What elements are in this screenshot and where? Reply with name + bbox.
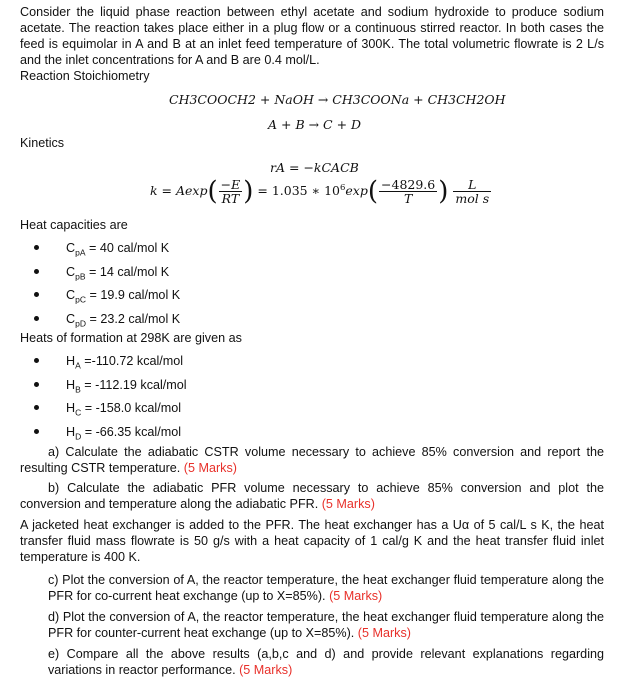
rate-constant-equation: k = Aexp( $\frac{-E}{RT}$ ) = 1.035 ∗ $10^6\exp$( $\frac{-4829.6}{T}$ ) $\frac{L}{\text{mol s}}$ (150, 176, 490, 207)
stoichiometry-heading: Reaction Stoichiometry (20, 69, 150, 83)
stoichiometry-equation (169, 92, 506, 107)
question-e: e) Compare all the above results (a,b,c and d) and provide relevant explanations regarding variations in reactor performance. (5 Marks) (48, 647, 604, 677)
intro-paragraph: Consider the liquid phase reaction between ethyl acetate and sodium hydroxide to produce sodium acetate. The reaction takes place either in a plug flow or a continuous stirred reactor. In both cases the feed is equimolar in A and B at an inlet feed temperature of 300K. The total volumetric flowrate is 2 L/s and the inlet concentrations for A and B are 0.4 mol/L. (20, 5, 604, 67)
marks-badge: (5 Marks) (183, 461, 237, 475)
kinetics-heading: Kinetics (20, 136, 65, 150)
marks-badge: (5 Marks) (357, 626, 411, 640)
heat-capacities-heading: Heat capacities are (20, 218, 128, 232)
marks-badge: (5 Marks) (329, 589, 383, 603)
stoichiometry-equation-text: CH3COOCH2 + NaOH → CH3COONa + CH3CH2OH (169, 92, 506, 107)
heats-of-formation-heading: Heats of formation at 298K are given as (20, 331, 242, 345)
rate-lhs: rA (270, 160, 286, 175)
list-item: $C_{pB} = 14$ cal/mol K (34, 264, 180, 288)
heat-capacities-list (34, 240, 180, 334)
rate-rhs: = −kCACB (289, 160, 359, 175)
k-exponent: 6 (339, 182, 346, 193)
marks-badge: (5 Marks) (321, 497, 375, 511)
list-item: $C_{pC} = 19.9$ cal/mol K (34, 287, 180, 311)
k-exp-word: exp (345, 183, 368, 198)
units-fraction: $\frac{L}{\text{mol s}}$ (455, 177, 490, 206)
fraction-e-rt: $\frac{-E}{RT}$ (220, 177, 241, 206)
list-item: $C_{pD} = 23.2$ cal/mol K (34, 311, 180, 335)
list-item: $C_{pA} = 40$ cal/mol K (34, 240, 180, 264)
question-a: a) Calculate the adiabatic CSTR volume necessary to achieve 85% conversion and report the resulting CSTR temperature. (5 Marks) (20, 445, 604, 475)
question-b: b) Calculate the adiabatic PFR volume necessary to achieve 85% conversion and plot the conversion and temperature along the adiabatic PFR. (5 Marks) (20, 481, 604, 511)
list-item: $H_A =-110.72$ kcal/mol (34, 353, 187, 377)
k-lhs: k = Aexp (150, 183, 208, 198)
simple-reaction: A + B → C + D (268, 117, 362, 132)
k-value: = 1.035 ∗ 10 (257, 183, 340, 198)
list-item: $H_B = -112.19$ kcal/mol (34, 377, 187, 401)
list-item: $H_C = -158.0$ kcal/mol (34, 400, 187, 424)
jacket-paragraph: A jacketed heat exchanger is added to the PFR. The heat exchanger has a Uα of 5 cal/L s K, the heat transfer fluid mass flowrate is 50 g/s with a heat capacity of 1 cal/g K and the heat transfer fluid inlet temperature is 400 K. (20, 518, 604, 564)
marks-badge: (5 Marks) (239, 663, 293, 677)
question-d: d) Plot the conversion of A, the reactor temperature, the heat exchanger fluid temperature along the PFR for counter-current heat exchange (up to X=85%). (5 Marks) (48, 610, 604, 640)
heats-of-formation-list (34, 353, 187, 447)
list-item: $H_D = -66.35$ kcal/mol (34, 424, 187, 448)
rate-law (270, 160, 359, 175)
fraction-4829: $\frac{-4829.6}{T}$ (381, 177, 436, 206)
question-c: c) Plot the conversion of A, the reactor temperature, the heat exchanger fluid temperature along the PFR for co-current heat exchange (up to X=85%). (5 Marks) (48, 573, 604, 603)
